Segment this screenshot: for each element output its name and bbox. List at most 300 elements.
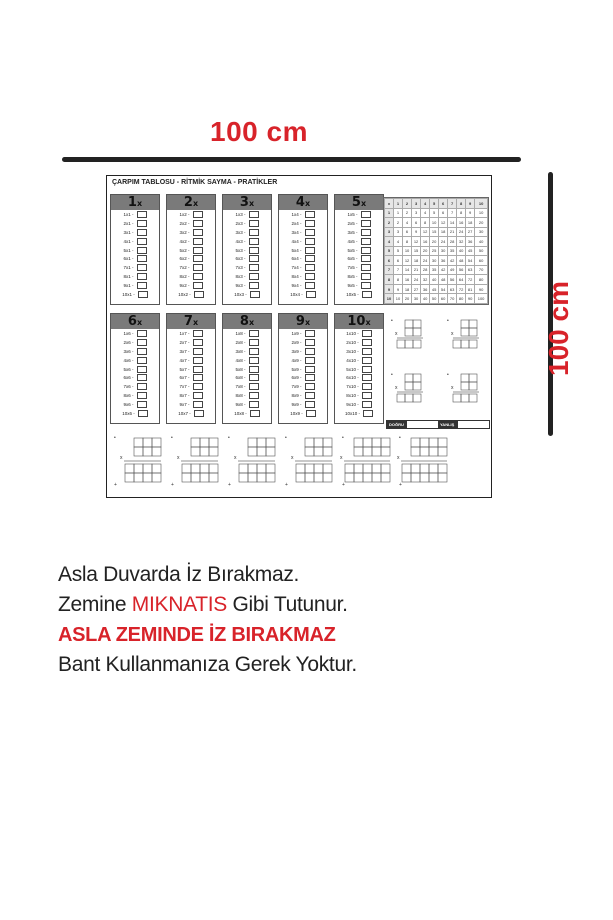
answer-box [194,410,204,417]
answer-box [362,291,372,298]
times-table-row [223,246,271,255]
wrong-field [458,421,489,428]
times-table-row [111,382,159,391]
times-table-expression: 9x3 - [235,283,246,289]
answer-box [249,247,259,254]
grid-cell: 49 [448,265,457,275]
column-heading-x: x [192,318,199,327]
times-table-column [222,313,272,424]
times-table-expression: 6x4 - [291,256,302,262]
times-table-expression: 5x10 - [346,366,359,372]
answer-box [137,366,147,373]
svg-text:x: x [451,385,454,391]
wrong-label: YANLIŞ [438,421,458,428]
times-table-expression: 4x1 - [123,238,134,244]
times-table-row [279,210,327,219]
product-description [58,560,357,680]
times-table-expression: 9x2 - [179,283,190,289]
times-table-row [279,338,327,347]
times-table-expression: 5x7 - [179,366,190,372]
times-table-column [110,313,160,424]
times-table-row [111,356,159,365]
times-table-expression: 1x10 - [346,330,359,336]
answer-box [193,348,203,355]
column-heading-number: 10 [347,314,366,329]
poster-title: ÇARPIM TABLOSU - RİTMİK SAYMA - PRATİKLER [112,179,278,186]
grid-cell: 10 [394,294,403,304]
grid-cell: 12 [403,256,412,266]
times-table-expression: 4x5 - [347,238,358,244]
times-table-row [111,272,159,281]
times-table-row [223,391,271,400]
times-table-row [167,382,215,391]
times-table-expression: 10x4 - [290,291,303,297]
answer-box [361,229,371,236]
grid-cell: 24 [412,275,421,285]
times-table-row [335,329,383,338]
times-table-row [223,219,271,228]
times-table-expression: 5x6 - [123,366,134,372]
times-table-row [167,347,215,356]
grid-cell: 20 [421,246,430,256]
times-table-expression: 2x7 - [179,339,190,345]
times-table-expression: 4x8 - [235,357,246,363]
times-table-row [167,219,215,228]
times-table-expression: 9x4 - [291,283,302,289]
grid-cell: 30 [439,246,448,256]
times-table-row [279,263,327,272]
column-heading-number: 9 [295,314,305,329]
width-label: 100 cm [210,116,308,147]
grid-header-cell: 2 [403,199,412,209]
column-heading-x: x [192,199,199,208]
times-table-row [167,210,215,219]
times-table-expression: 9x6 - [123,402,134,408]
poster-preview [106,175,492,498]
times-table-row [279,356,327,365]
answer-box [249,282,259,289]
times-table-expression: 5x2 - [179,247,190,253]
grid-cell: 40 [475,237,488,247]
answer-box [361,238,371,245]
practice-block [112,434,168,496]
times-table-expression: 8x4 - [291,274,302,280]
times-table-expression: 1x2 - [179,211,190,217]
svg-text:x: x [177,455,180,461]
times-table-expression: 2x4 - [291,220,302,226]
grid-cell: 54 [439,284,448,294]
times-table-row [223,281,271,290]
grid-cell: 70 [448,294,457,304]
grid-corner-cell: x [385,199,394,209]
grid-cell: 18 [403,284,412,294]
answer-box [249,220,259,227]
grid-cell: 15 [430,227,439,237]
answer-box [362,348,372,355]
times-table-expression: 2x9 - [291,339,302,345]
answer-box [363,410,373,417]
grid-cell: 5 [430,208,439,218]
times-table-row [223,382,271,391]
times-table-row [111,210,159,219]
times-table-expression: 7x6 - [123,384,134,390]
answer-box [362,392,372,399]
grid-cell: 50 [430,294,439,304]
description-line-2 [58,590,357,620]
answer-box [137,392,147,399]
times-table-row [167,365,215,374]
times-table-expression: 9x10 - [346,402,359,408]
grid-cell: 12 [421,227,430,237]
answer-box [193,255,203,262]
times-table-expression: 3x10 - [346,348,359,354]
times-table-row [167,329,215,338]
answer-box [250,410,260,417]
grid-cell: 1 [385,208,394,218]
column-heading-number: 7 [183,314,193,329]
svg-text:+: + [171,482,174,488]
times-table-expression: 2x6 - [123,339,134,345]
answer-box [193,282,203,289]
grid-cell: 5 [394,246,403,256]
times-table-row [167,409,215,418]
grid-cell: 6 [403,227,412,237]
times-table-row [111,228,159,237]
times-table-expression: 4x9 - [291,357,302,363]
grid-cell: 63 [466,265,475,275]
grid-cell: 90 [466,294,475,304]
answer-box [249,255,259,262]
times-table-row [167,272,215,281]
answer-box [137,273,147,280]
column-heading [111,314,159,329]
times-table-expression: 1x1 - [123,211,134,217]
svg-text:•: • [171,435,173,441]
grid-cell: 16 [421,237,430,247]
times-table-row [111,373,159,382]
times-table-column [334,313,384,424]
grid-cell: 50 [475,246,488,256]
grid-header-cell: 5 [430,199,439,209]
column-heading-x: x [248,318,255,327]
times-table-row [335,391,383,400]
answer-box [305,348,315,355]
grid-cell: 72 [466,275,475,285]
column-heading-number: 5 [351,195,361,210]
practice-block [389,372,429,412]
times-table-expression: 10x3 - [234,291,247,297]
column-heading-x: x [365,318,371,327]
times-table-expression: 4x6 - [123,357,134,363]
grid-cell: 15 [412,246,421,256]
description-line-2-start: Zemine [58,593,132,616]
times-table-column [278,194,328,305]
times-table-expression: 10x2 - [178,291,191,297]
times-table-expression: 10x8 - [234,410,247,416]
grid-cell: 27 [412,284,421,294]
correct-field [407,421,438,428]
grid-cell: 3 [412,208,421,218]
column-heading-number: 6 [127,314,137,329]
column-heading-number: 2 [183,195,193,210]
times-table-expression: 3x2 - [179,229,190,235]
grid-cell: 56 [448,275,457,285]
answer-box [193,374,203,381]
times-table-expression: 5x3 - [235,247,246,253]
column-heading-number: 8 [239,314,249,329]
times-table-row [279,228,327,237]
times-table-expression: 8x5 - [347,274,358,280]
answer-box [137,264,147,271]
column-heading [279,314,327,329]
column-heading-number: 1 [127,195,137,210]
times-table-row [167,281,215,290]
grid-cell: 6 [385,256,394,266]
answer-box [305,383,315,390]
times-table-expression: 10x9 - [290,410,303,416]
answer-box [361,273,371,280]
answer-box [249,229,259,236]
column-heading-x: x [360,199,367,208]
svg-text:•: • [114,435,116,441]
grid-cell: 9 [412,227,421,237]
answer-box [193,392,203,399]
answer-box [249,401,259,408]
grid-cell: 28 [448,237,457,247]
times-table-expression: 10x5 - [346,291,359,297]
times-table-row [335,263,383,272]
times-table-row [335,382,383,391]
multiplication-grid [383,197,489,305]
grid-cell: 42 [439,265,448,275]
description-highlight: MIKNATIS [131,593,227,616]
answer-box [361,264,371,271]
grid-cell: 32 [457,237,466,247]
times-table-expression: 3x5 - [347,229,358,235]
times-table-row [223,210,271,219]
grid-cell: 7 [394,265,403,275]
answer-box [305,282,315,289]
times-table-expression: 1x3 - [235,211,246,217]
grid-cell: 100 [475,294,488,304]
grid-cell: 20 [475,218,488,228]
answer-box [305,357,315,364]
grid-cell: 80 [457,294,466,304]
answer-box [361,211,371,218]
grid-cell: 40 [430,275,439,285]
times-table-expression: 7x10 - [346,384,359,390]
times-table-expression: 3x1 - [123,229,134,235]
grid-cell: 72 [457,284,466,294]
times-table-column [278,313,328,424]
svg-text:•: • [447,372,449,378]
times-table-expression: 3x9 - [291,348,302,354]
column-heading-x: x [304,199,311,208]
column-heading-x: x [136,199,143,208]
times-table-row [111,219,159,228]
times-table-row [167,246,215,255]
grid-cell: 8 [403,237,412,247]
answer-box [306,410,316,417]
times-table-row [279,281,327,290]
answer-box [193,220,203,227]
svg-text:•: • [228,435,230,441]
answer-box [249,238,259,245]
times-table-expression: 3x6 - [123,348,134,354]
times-table-row [335,254,383,263]
svg-text:x: x [340,455,343,461]
answer-box [137,238,147,245]
times-table-row [279,365,327,374]
grid-cell: 6 [439,208,448,218]
svg-text:•: • [391,372,393,378]
answer-box [193,366,203,373]
times-table-row [335,210,383,219]
times-table-expression: 2x8 - [235,339,246,345]
times-table-expression: 9x9 - [291,402,302,408]
answer-box [193,401,203,408]
answer-box [193,264,203,271]
times-table-expression: 7x3 - [235,265,246,271]
answer-box [361,220,371,227]
times-table-row [279,400,327,409]
times-table-row [167,373,215,382]
times-table-row [335,281,383,290]
times-table-expression: 5x4 - [291,247,302,253]
grid-cell: 48 [457,256,466,266]
times-table-row [223,365,271,374]
times-table-expression: 4x7 - [179,357,190,363]
times-table-row [335,290,383,299]
practice-block [169,434,225,496]
grid-cell: 14 [448,218,457,228]
answer-box [193,339,203,346]
times-table-row [167,263,215,272]
answer-box [249,366,259,373]
times-table-expression: 6x7 - [179,375,190,381]
answer-box [305,238,315,245]
column-heading [223,314,271,329]
times-table-expression: 6x1 - [123,256,134,262]
times-table-row [279,290,327,299]
grid-cell: 45 [430,284,439,294]
svg-text:x: x [120,455,123,461]
svg-text:•: • [342,435,344,441]
grid-cell: 2 [394,218,403,228]
answer-box [249,339,259,346]
times-table-row [223,272,271,281]
grid-cell: 54 [466,256,475,266]
grid-cell: 3 [394,227,403,237]
times-table-row [279,219,327,228]
grid-header-cell: 10 [475,199,488,209]
times-table-expression: 9x7 - [179,402,190,408]
times-table-expression: 7x5 - [347,265,358,271]
answer-box [362,330,372,337]
answer-box [362,374,372,381]
svg-text:•: • [391,318,393,324]
grid-cell: 40 [421,294,430,304]
times-table-row [111,237,159,246]
height-label: 100 cm [543,281,574,376]
answer-box [249,392,259,399]
answer-box [305,401,315,408]
svg-text:+: + [342,482,345,488]
times-table-expression: 8x8 - [235,393,246,399]
times-table-row [335,373,383,382]
grid-cell: 30 [412,294,421,304]
times-table-row [335,356,383,365]
grid-cell: 16 [457,218,466,228]
answer-box [249,348,259,355]
times-table-row [111,246,159,255]
grid-cell: 6 [412,218,421,228]
practice-block [226,434,282,496]
times-table-column [334,194,384,305]
column-heading [223,195,271,210]
times-table-row [335,365,383,374]
column-heading-number: 3 [239,195,249,210]
answer-box [250,291,260,298]
times-table-expression: 9x5 - [347,283,358,289]
grid-header-cell: 9 [466,199,475,209]
answer-box [362,383,372,390]
grid-cell: 32 [421,275,430,285]
times-table-expression: 6x3 - [235,256,246,262]
times-table-row [223,400,271,409]
times-table-row [335,400,383,409]
grid-cell: 20 [403,294,412,304]
answer-box [305,229,315,236]
answer-box [305,264,315,271]
grid-cell: 4 [421,208,430,218]
times-table-column [222,194,272,305]
answer-box [138,410,148,417]
times-table-expression: 2x5 - [347,220,358,226]
times-table-expression: 1x7 - [179,330,190,336]
svg-text:x: x [291,455,294,461]
grid-cell: 4 [394,237,403,247]
svg-text:•: • [447,318,449,324]
svg-text:•: • [285,435,287,441]
grid-header-cell: 8 [457,199,466,209]
grid-cell: 12 [439,218,448,228]
grid-cell: 1 [394,208,403,218]
times-table-row [167,254,215,263]
times-table-expression: 8x2 - [179,274,190,280]
times-table-row [335,272,383,281]
times-table-expression: 9x8 - [235,402,246,408]
grid-cell: 45 [466,246,475,256]
grid-cell: 24 [439,237,448,247]
times-table-column [110,194,160,305]
answer-box [249,357,259,364]
svg-text:x: x [234,455,237,461]
answer-box [137,247,147,254]
times-table-expression: 2x1 - [123,220,134,226]
answer-box [249,330,259,337]
times-table-row [167,356,215,365]
grid-cell: 18 [412,256,421,266]
times-table-expression: 8x3 - [235,274,246,280]
times-table-row [223,263,271,272]
grid-cell: 7 [385,265,394,275]
times-table-row [279,409,327,418]
answer-box [362,366,372,373]
answer-box [362,339,372,346]
times-table-expression: 10x6 - [122,410,135,416]
practice-block [445,372,485,412]
